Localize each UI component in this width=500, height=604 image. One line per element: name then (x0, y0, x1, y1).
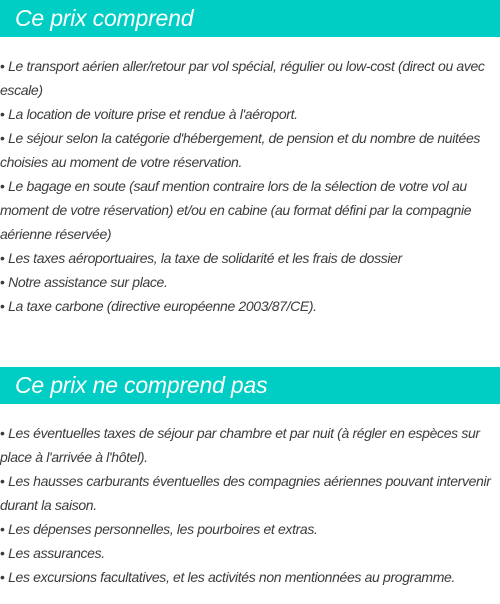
price-includes-header (0, 0, 500, 37)
price-excludes-title: Ce prix ne comprend pas (15, 372, 268, 398)
list-item-text: Le bagage en soute (sauf mention contraire lors de la sélection de votre vol au moment de votre réservation) et/ou en cabine (au format défini par la compagnie aérienne réservée) (0, 178, 472, 242)
price-excludes-list (0, 421, 500, 589)
list-item (0, 126, 500, 174)
list-item (0, 421, 500, 469)
list-item (0, 541, 500, 565)
bullet-icon: • (0, 545, 5, 561)
list-item-text: Les éventuelles taxes de séjour par chambre et par nuit (à régler en espèces sur place à l'arrivée à l'hôtel). (0, 425, 480, 465)
list-item (0, 469, 500, 517)
price-includes-title: Ce prix comprend (15, 5, 194, 31)
list-item (0, 246, 500, 270)
list-item (0, 517, 500, 541)
list-item-text: Le séjour selon la catégorie d'hébergement, de pension et du nombre de nuitées choisies au moment de votre réservation. (0, 130, 481, 170)
list-item-text: Notre assistance sur place. (8, 274, 168, 290)
price-includes-list (0, 54, 500, 318)
list-item-text: La taxe carbone (directive européenne 2003/87/CE). (8, 298, 317, 314)
bullet-icon: • (0, 569, 5, 585)
list-item-text: Les excursions facultatives, et les activités non mentionnées au programme. (8, 569, 455, 585)
price-excludes-header (0, 367, 500, 404)
list-item (0, 565, 500, 589)
price-excludes-section (0, 367, 500, 589)
bullet-icon: • (0, 106, 5, 122)
bullet-icon: • (0, 130, 5, 146)
list-item-text: Le transport aérien aller/retour par vol spécial, régulier ou low-cost (direct ou avec escale) (0, 58, 485, 98)
bullet-icon: • (0, 473, 5, 489)
list-item (0, 102, 500, 126)
list-item-text: Les dépenses personnelles, les pourboires et extras. (8, 521, 318, 537)
bullet-icon: • (0, 58, 5, 74)
bullet-icon: • (0, 521, 5, 537)
list-item (0, 54, 500, 102)
list-item (0, 174, 500, 246)
list-item-text: La location de voiture prise et rendue à l'aéroport. (8, 106, 298, 122)
bullet-icon: • (0, 178, 5, 194)
bullet-icon: • (0, 274, 5, 290)
list-item-text: Les hausses carburants éventuelles des compagnies aériennes pouvant intervenir durant la saison. (0, 473, 491, 513)
list-item (0, 270, 500, 294)
bullet-icon: • (0, 298, 5, 314)
list-item-text: Les taxes aéroportuaires, la taxe de solidarité et les frais de dossier (8, 250, 402, 266)
list-item (0, 294, 500, 318)
bullet-icon: • (0, 425, 5, 441)
bullet-icon: • (0, 250, 5, 266)
list-item-text: Les assurances. (8, 545, 105, 561)
